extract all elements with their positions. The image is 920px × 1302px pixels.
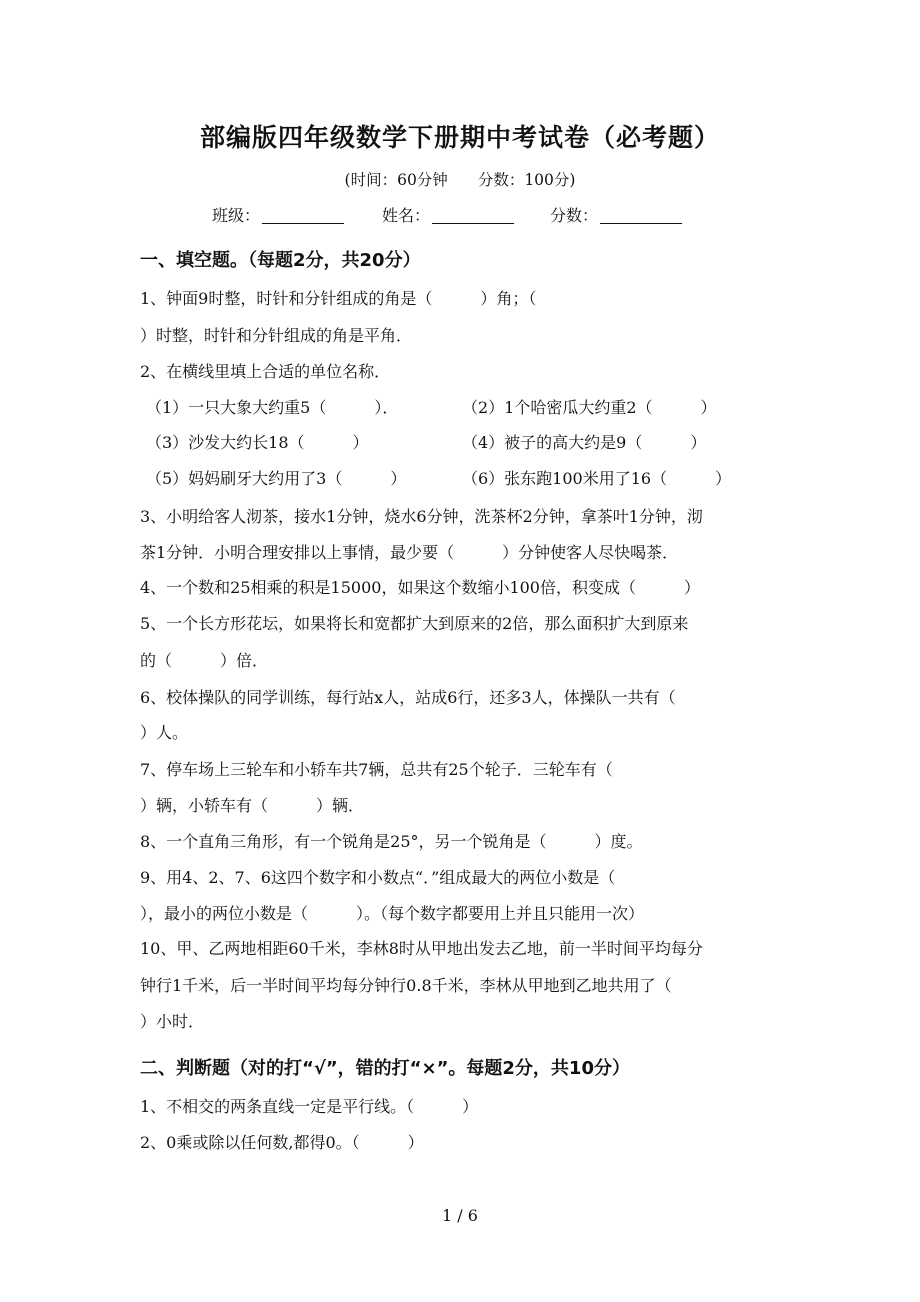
question-line: ），最小的两位小数是（ ）。（每个数字都要用上并且只能用一次）	[140, 904, 645, 923]
unit-item: （3）沙发大约长18（ ）	[146, 433, 369, 452]
question-line: 7、停车场上三轮车和小轿车共7辆，总共有25个轮子．三轮车有（	[140, 760, 613, 779]
question-line: 钟行1千米，后一半时间平均每分钟行0.8千米，李林从甲地到乙地共用了（	[140, 976, 672, 995]
class-blank	[262, 207, 344, 224]
student-info	[212, 203, 682, 226]
question-line: ）时整，时针和分针组成的角是平角．	[140, 326, 413, 345]
question-line: ）人。	[140, 723, 189, 742]
question-line: 1、钟面9时整，时针和分针组成的角是（ ）角；（	[140, 289, 537, 308]
question-line: 茶1分钟．小明合理安排以上事情，最少要（ ）分钟使客人尽快喝茶．	[140, 543, 679, 562]
score-label: 分数：	[550, 206, 599, 225]
score-blank	[600, 207, 682, 224]
question-line: ）辆，小轿车有（ ）辆．	[140, 796, 365, 815]
unit-row	[146, 469, 731, 489]
unit-item: （6）张东跑100米用了16（ ）	[462, 469, 732, 488]
question-line: 5、一个长方形花坛，如果将长和宽都扩大到原来的2倍，那么面积扩大到原来	[140, 614, 689, 633]
time-limit: (时间：60分钟	[344, 171, 448, 189]
question-line: 6、校体操队的同学训练，每行站x人，站成6行，还多3人，体操队一共有（	[140, 688, 676, 707]
name-blank	[432, 207, 514, 224]
unit-row	[146, 433, 706, 453]
unit-item: （5）妈妈刷牙大约用了3（ ）	[146, 469, 407, 488]
unit-row	[146, 398, 717, 418]
section1-heading: 一、填空题。（每题2分，共20分）	[140, 250, 421, 271]
unit-item: （2）1个哈密瓜大约重2（ ）	[462, 398, 717, 417]
question-line: 8、一个直角三角形，有一个锐角是25°，另一个锐角是（ ）度。	[140, 832, 643, 851]
unit-item: （1）一只大象大约重5（ ）．	[146, 398, 399, 417]
question-line: 1、不相交的两条直线一定是平行线。（ ）	[140, 1097, 479, 1116]
question-line: 的（ ）倍．	[140, 651, 269, 670]
class-label: 班级：	[212, 206, 261, 225]
question-line: 3、小明给客人沏茶，接水1分钟，烧水6分钟，洗茶杯2分钟，拿茶叶1分钟，沏	[140, 507, 703, 526]
section2-heading: 二、判断题（对的打“√”，错的打“×”。每题2分，共10分）	[140, 1058, 630, 1079]
page-number: 1 / 6	[442, 1206, 478, 1225]
unit-item: （4）被子的高大约是9（ ）	[462, 433, 707, 452]
total-score: 分数：100分)	[477, 171, 576, 189]
question-line: 4、一个数和25相乘的积是15000，如果这个数缩小100倍，积变成（ ）	[140, 578, 700, 597]
page-title: 部编版四年级数学下册期中考试卷（必考题）	[199, 123, 720, 152]
question-line: ）小时．	[140, 1012, 205, 1031]
name-label: 姓名：	[382, 206, 431, 225]
question-line: 2、在横线里填上合适的单位名称．	[140, 362, 391, 381]
exam-meta	[0, 168, 920, 190]
question-line: 9、用4、2、7、6这四个数字和小数点“．”组成最大的两位小数是（	[140, 868, 616, 887]
question-line: 10、甲、乙两地相距60千米，李林8时从甲地出发去乙地，前一半时间平均每分	[140, 939, 703, 958]
question-line: 2、0乘或除以任何数,都得0。（ ）	[140, 1133, 424, 1152]
